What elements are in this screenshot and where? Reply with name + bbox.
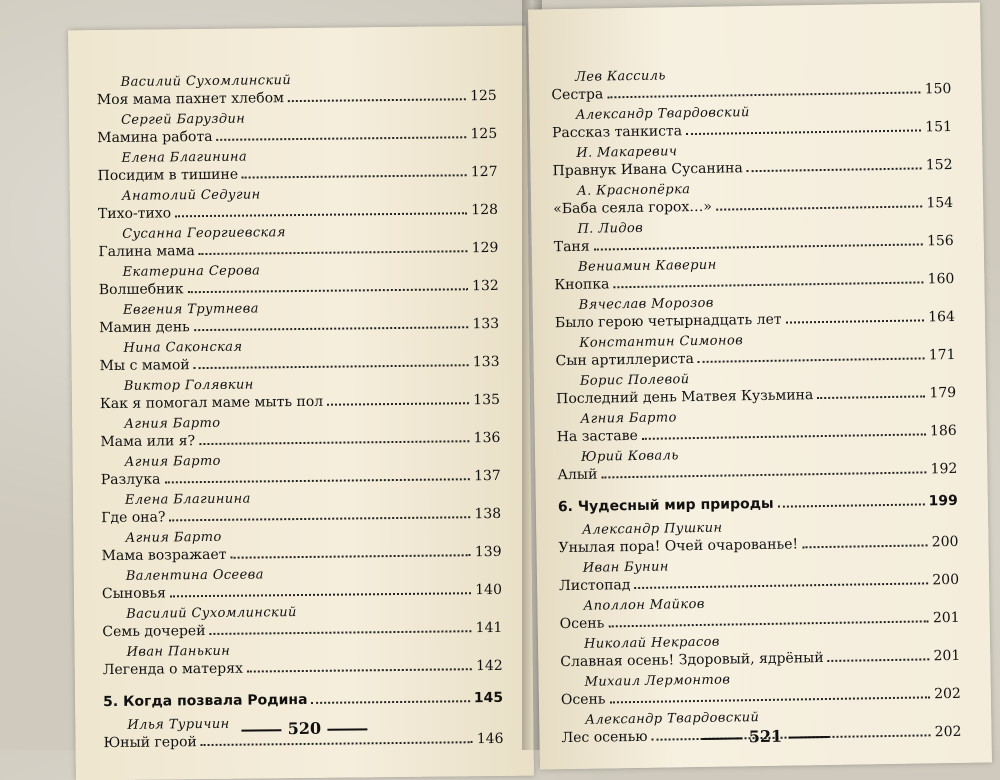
entry-title: Кнопка xyxy=(554,276,610,294)
leader-dots xyxy=(747,167,922,172)
leader-dots xyxy=(217,136,467,141)
entry-author: Василий Сухомлинский xyxy=(120,73,292,90)
entry-title: Рассказ танкиста xyxy=(551,123,683,142)
leader-dots xyxy=(778,503,925,507)
entry-author: Иван Панькин xyxy=(126,643,231,660)
entry-author: Михаил Лермонтов xyxy=(584,672,731,690)
entry-page-number: 125 xyxy=(469,87,497,105)
entry-author: Сусанна Георгиевская xyxy=(122,225,286,242)
leader-dots xyxy=(288,98,466,102)
entry-page-number: 132 xyxy=(471,277,499,295)
entry-title: «Баба сеяла горох…» xyxy=(553,198,713,218)
entry-author: Василий Сухомлинский xyxy=(126,605,297,622)
entry-page-number: 200 xyxy=(932,571,960,589)
entry-author: Екатерина Серова xyxy=(122,263,261,280)
toc-entry xyxy=(102,602,502,641)
leader-dots xyxy=(188,288,469,293)
entry-author: А. Краснопёрка xyxy=(576,182,691,199)
entry-author: Агния Барто xyxy=(580,410,677,427)
leader-dots xyxy=(607,91,920,98)
entry-author: И. Макаревич xyxy=(576,144,678,161)
leader-dots xyxy=(802,544,928,548)
toc-entry xyxy=(552,139,953,180)
entry-author: Валентина Осеева xyxy=(125,567,264,584)
leader-dots xyxy=(199,440,470,445)
entry-author: Елена Благинина xyxy=(121,149,248,166)
toc-entry xyxy=(552,101,953,142)
entry-author: Анатолий Седугин xyxy=(121,187,261,204)
entry-title: Листопад xyxy=(558,577,631,595)
leader-dots xyxy=(175,212,467,217)
entry-author: Александр Пушкин xyxy=(582,520,723,538)
entry-page-number: 200 xyxy=(931,533,959,551)
right-toc xyxy=(551,63,962,750)
entry-author: Николай Некрасов xyxy=(583,634,720,652)
toc-entry xyxy=(555,291,956,332)
folio-number: 521 xyxy=(748,726,783,747)
toc-entry xyxy=(551,63,952,104)
leader-dots xyxy=(242,174,467,178)
leader-dots xyxy=(164,478,470,483)
entry-title: Лес осенью xyxy=(561,728,648,747)
toc-entry xyxy=(99,260,499,299)
entry-page-number: 156 xyxy=(926,232,954,250)
entry-page-number: 129 xyxy=(471,239,499,257)
toc-entry xyxy=(554,253,955,294)
leader-dots xyxy=(698,357,925,363)
entry-author: Вениамин Каверин xyxy=(577,257,717,275)
entry-author: Лев Кассиль xyxy=(575,68,666,85)
toc-entry xyxy=(100,374,500,413)
entry-title: Мама или я? xyxy=(100,433,196,451)
toc-entry xyxy=(560,630,961,671)
leader-dots xyxy=(686,129,921,135)
entry-title: Мы с мамой xyxy=(99,357,190,375)
toc-entry xyxy=(559,592,960,633)
entry-author: Виктор Голявкин xyxy=(123,377,254,394)
toc-entry xyxy=(100,412,500,451)
entry-title: На заставе xyxy=(556,427,638,446)
leader-dots xyxy=(828,658,930,662)
section-heading xyxy=(558,492,958,516)
entry-title: Мамин день xyxy=(99,319,190,337)
toc-entry xyxy=(558,516,959,557)
entry-page-number: 186 xyxy=(929,422,957,440)
entry-author: Юрий Коваль xyxy=(580,448,679,465)
toc-entry xyxy=(553,215,954,256)
entry-title: Сын артиллериста xyxy=(555,351,695,370)
entry-title: Алый xyxy=(557,466,598,484)
entry-title: Последний день Матвея Кузьмина xyxy=(556,387,814,408)
entry-title: Сыновья xyxy=(101,585,167,603)
toc-entry xyxy=(101,488,501,527)
section-heading xyxy=(103,689,503,711)
entry-author: Константин Симонов xyxy=(579,333,744,351)
entry-title: Разлука xyxy=(100,471,161,489)
entry-title: Легенда о матерях xyxy=(102,660,244,679)
entry-page-number: 140 xyxy=(475,581,503,599)
entry-page-number: 135 xyxy=(473,391,501,409)
entry-author: Евгения Трутнева xyxy=(122,301,259,318)
entry-page-number: 192 xyxy=(930,460,958,478)
entry-page-number: 139 xyxy=(474,543,502,561)
section-page-number: 199 xyxy=(928,492,958,510)
left-toc xyxy=(97,70,504,755)
section-page-number: 145 xyxy=(473,689,504,707)
section-title: 5. Когда позвала Родина xyxy=(103,691,308,711)
leader-dots xyxy=(194,364,469,369)
leader-dots xyxy=(601,471,926,478)
entry-title: Правнук Ивана Сусанина xyxy=(552,160,743,180)
right-page xyxy=(528,2,992,769)
entry-page-number: 164 xyxy=(928,308,956,326)
entry-page-number: 154 xyxy=(926,194,954,212)
toc-entry xyxy=(101,450,501,489)
leader-dots xyxy=(817,395,925,399)
entry-page-number: 141 xyxy=(475,619,503,637)
entry-title: Сестра xyxy=(551,86,604,104)
entry-title: Где она? xyxy=(101,509,166,527)
toc-entry xyxy=(555,329,956,370)
toc-entry xyxy=(98,184,498,223)
entry-title: Волшебник xyxy=(98,281,184,299)
leader-dots xyxy=(642,433,926,439)
entry-author: Вячеслав Морозов xyxy=(578,295,714,313)
entry-title: Унылая пора! Очей очарованье! xyxy=(558,536,799,557)
leader-dots xyxy=(594,243,923,250)
leader-dots xyxy=(608,620,929,627)
toc-entry xyxy=(97,70,497,109)
entry-author: Александр Твардовский xyxy=(575,105,750,123)
folio-number: 520 xyxy=(287,718,322,739)
entry-page-number: 202 xyxy=(934,723,962,741)
entry-author: Агния Барто xyxy=(124,415,221,432)
entry-title: Мамина работа xyxy=(97,128,213,147)
entry-title: Осень xyxy=(559,615,605,633)
entry-title: Как я помогал маме мыть пол xyxy=(99,393,324,413)
entry-author: Иван Бунин xyxy=(582,559,669,576)
leader-dots xyxy=(230,554,470,559)
entry-page-number: 201 xyxy=(933,647,961,665)
toc-entry xyxy=(556,405,957,446)
entry-page-number: 151 xyxy=(925,118,953,136)
entry-title: Тихо-тихо xyxy=(97,205,172,223)
leader-dots xyxy=(716,205,923,210)
toc-entry xyxy=(102,564,502,603)
left-page xyxy=(68,26,534,780)
entry-page-number: 136 xyxy=(473,429,501,447)
leader-dots xyxy=(201,741,473,746)
entry-title: Семь дочерей xyxy=(102,623,206,641)
entry-author: Александр Твардовский xyxy=(585,710,760,728)
leader-dots xyxy=(613,281,923,288)
toc-entry xyxy=(557,443,958,484)
entry-page-number: 179 xyxy=(929,384,957,402)
toc-entry xyxy=(97,146,497,185)
leader-dots xyxy=(169,516,470,521)
toc-entry xyxy=(553,177,954,218)
toc-entry xyxy=(103,640,503,679)
leader-dots xyxy=(609,696,930,703)
entry-title: Юный герой xyxy=(103,734,197,752)
toc-entry xyxy=(561,668,962,709)
toc-entry xyxy=(97,108,497,147)
leader-dots xyxy=(247,668,472,672)
leader-dots xyxy=(210,630,472,635)
toc-entry xyxy=(559,554,960,595)
entry-author: Агния Барто xyxy=(124,453,221,470)
entry-title: Галина мама xyxy=(98,243,195,261)
leader-dots xyxy=(194,326,469,331)
section-title: 6. Чудесный мир природы xyxy=(557,495,774,516)
entry-page-number: 152 xyxy=(925,156,953,174)
toc-entry xyxy=(556,367,957,408)
entry-title: Было герою четырнадцать лет xyxy=(554,311,782,332)
entry-page-number: 138 xyxy=(474,505,502,523)
entry-author: Борис Полевой xyxy=(579,372,690,389)
entry-author: Аполлон Майков xyxy=(583,596,705,614)
entry-title: Моя мама пахнет хлебом xyxy=(96,90,285,109)
entry-page-number: 160 xyxy=(927,270,955,288)
entry-page-number: 171 xyxy=(928,346,956,364)
entry-page-number: 125 xyxy=(470,125,498,143)
entry-page-number: 201 xyxy=(932,609,960,627)
toc-entry xyxy=(99,298,499,337)
entry-title: Осень xyxy=(560,691,606,709)
entry-page-number: 142 xyxy=(475,657,503,675)
entry-title: Таня xyxy=(553,238,590,256)
entry-page-number: 137 xyxy=(473,467,501,485)
entry-title: Мама возражает xyxy=(101,546,227,565)
entry-page-number: 133 xyxy=(472,353,500,371)
leader-dots xyxy=(786,319,925,323)
entry-page-number: 127 xyxy=(470,163,498,181)
entry-author: П. Лидов xyxy=(577,220,644,237)
entry-author: Илья Туричин xyxy=(127,716,230,733)
leader-dots xyxy=(312,700,470,704)
leader-dots xyxy=(170,592,471,597)
entry-title: Славная осень! Здоровый, ядрёный xyxy=(560,650,824,671)
entry-author: Сергей Баруздин xyxy=(120,111,246,128)
entry-page-number: 202 xyxy=(934,685,961,703)
entry-page-number: 128 xyxy=(471,201,499,219)
entry-page-number: 150 xyxy=(924,80,952,98)
entry-title: Посидим в тишине xyxy=(97,166,239,185)
toc-entry xyxy=(99,336,499,375)
entry-author: Агния Барто xyxy=(125,529,222,546)
entry-author: Елена Благинина xyxy=(124,491,251,508)
entry-page-number: 146 xyxy=(476,730,504,748)
entry-page-number: 133 xyxy=(472,315,500,333)
toc-entry xyxy=(98,222,498,261)
entry-author: Нина Саконская xyxy=(123,339,243,356)
leader-dots xyxy=(199,250,468,255)
leader-dots xyxy=(634,582,928,589)
leader-dots xyxy=(327,402,469,405)
toc-entry xyxy=(101,526,501,565)
